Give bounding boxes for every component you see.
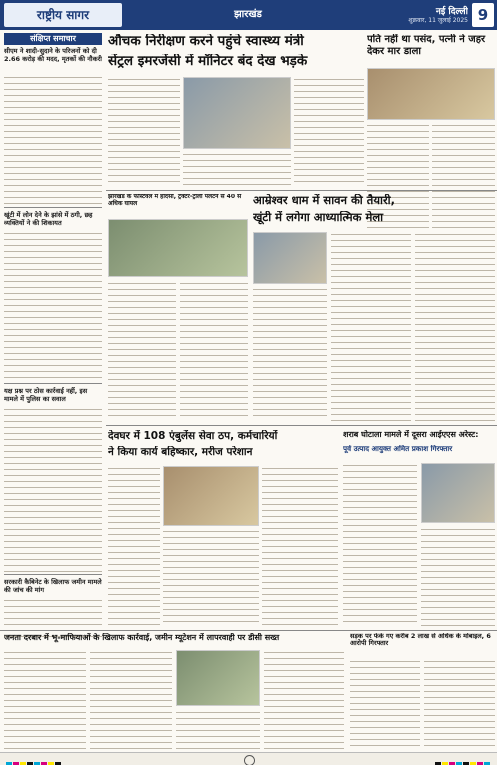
color-registration-marks	[6, 753, 62, 765]
divider	[0, 630, 497, 631]
color-registration-marks	[435, 753, 491, 765]
amreshwar-headline-line1: आम्रेश्वर धाम में सावन की तैयारी,	[253, 194, 396, 207]
right-top-photo	[367, 68, 495, 120]
lead-body-col1	[108, 77, 180, 185]
page-footer	[0, 752, 497, 765]
left-story2-body	[4, 231, 102, 381]
left-story2-title: खूंटी में लोन देने के झांसे में ठगी, छह व्यक्तियों ने की शिकायत	[4, 211, 93, 227]
bottom-body-col3	[176, 710, 260, 750]
liquor-headline-line1: शराब घोटाला मामले में दूसरा आईएएस अरेस्ट:	[343, 430, 479, 439]
bottom-headline: जनता दरबार में भू-माफियाओं के खिलाफ कार्रवाई, जमीन म्यूटेशन में लापरवाही पर डीसी सख्त	[4, 633, 280, 642]
amreshwar-headline-line2: खूंटी में लगेगा आध्यात्मिक मेला	[253, 211, 384, 224]
deoghar-body-col2	[163, 529, 259, 626]
mid-left-photo	[108, 219, 248, 277]
section-label: संक्षिप्त समाचार	[4, 33, 102, 45]
liquor-headline-line2: पूर्व उत्पाद आयुक्त अमित प्रकाश गिरफ्तार	[343, 445, 453, 453]
bottom-body-col2	[90, 650, 172, 750]
deoghar-photo-ambulance	[163, 466, 259, 526]
bottom-body-col4	[264, 650, 344, 750]
edition-city: नई दिल्ली	[435, 7, 468, 16]
registration-target-icon	[244, 755, 255, 765]
deoghar-body-col1	[108, 466, 160, 626]
liquor-body-col1	[343, 463, 417, 626]
lead-photo-hospital	[183, 77, 291, 149]
divider	[106, 425, 497, 426]
page-number: 9	[472, 3, 494, 27]
deoghar-headline-line1: देवघर में 108 एंबुलेंस सेवा ठप, कर्मचारियों	[108, 430, 278, 442]
edition-date: शुक्रवार, 11 जुलाई 2025	[408, 17, 468, 24]
lead-headline-line1: औचक निरीक्षण करने पहुंचे स्वास्थ्य मंत्री	[108, 34, 304, 49]
masthead-logo: राष्ट्रीय सागर	[4, 3, 122, 27]
right-top-headline: पति नहीं था पसंद, पत्नी ने जहर देकर मार डाला	[367, 34, 486, 57]
left-story3-body	[4, 407, 102, 572]
lead-headline-line2: सेंट्रल इमरजेंसी में मॉनिटर बंद देख भड़के	[108, 54, 308, 69]
mid-left-headline: झारखंड के फेस्टिवल में हादसा, ट्रेक्टर-ट्रॉली पलटने से 40 से अधिक घायल	[108, 194, 242, 207]
divider	[4, 574, 102, 575]
liquor-body-col2	[421, 527, 495, 626]
left-story4-title: सरकारी कैबिनेट के खिलाफ जमीन मामले की जांच की मांग	[4, 578, 102, 594]
mid-left-body-col1	[108, 281, 176, 421]
mid-left-body-col2	[180, 281, 248, 421]
left-story3-title: यक्ष प्रश्न पर ठोस कार्रवाई नहीं, इस मामले में पुलिस का सवाल	[4, 387, 88, 403]
left-story1-title: सीएम ने शादी-सुदाने के परिजनों को दी 2.66 करोड़ की मदद, मृतकों की नौकरी	[4, 47, 102, 63]
amreshwar-body-col3	[415, 232, 495, 421]
amreshwar-body-col2	[331, 232, 411, 421]
amreshwar-photo-temple	[253, 232, 327, 284]
amreshwar-body-col1	[253, 287, 327, 421]
deoghar-headline-line2: ने किया कार्य बहिष्कार, मरीज परेशान	[108, 446, 253, 458]
divider	[4, 383, 102, 384]
divider	[4, 207, 102, 208]
bottom-side-body-col2	[424, 659, 495, 750]
bottom-side-body-col1	[350, 659, 420, 750]
liquor-photo-officer	[421, 463, 495, 523]
bottom-body-col1	[4, 650, 86, 750]
divider	[106, 190, 497, 191]
bottom-photo-durbar	[176, 650, 260, 706]
lead-body-col2	[183, 152, 291, 185]
deoghar-body-col3	[262, 466, 338, 626]
bottom-side-headline: सड़क पर फेंके गए करीब 2 लाख से अधिक के मोबाइल, 6 आरोपी गिरफ्तार	[350, 633, 491, 648]
left-story1-body	[4, 75, 102, 205]
lead-body-col3	[294, 77, 364, 185]
state-label: झारखंड	[234, 9, 262, 20]
